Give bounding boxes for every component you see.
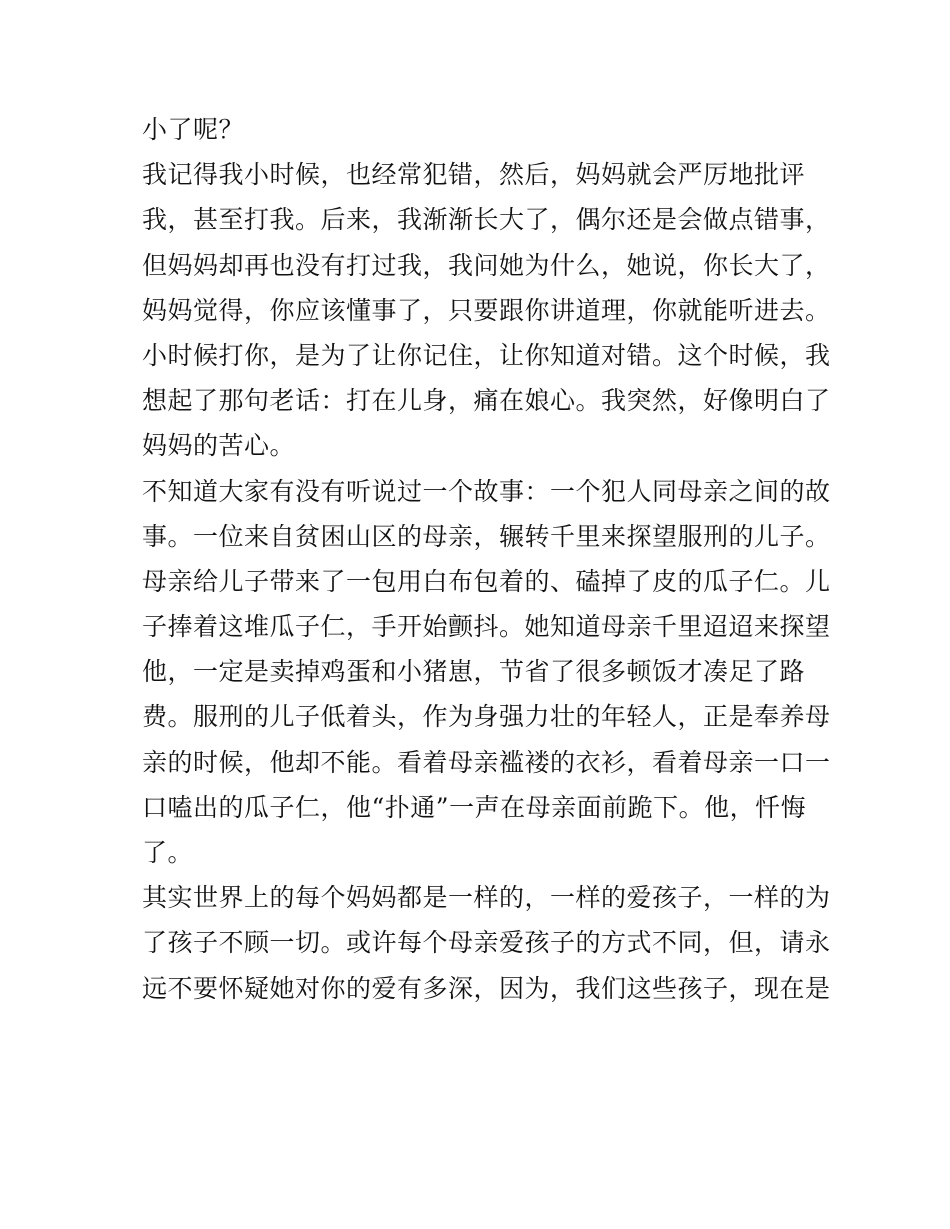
text-line: 他，一定是卖掉鸡蛋和小猪崽，节省了很多顿饭才凑足了路 xyxy=(142,657,806,687)
text-line: 妈妈觉得，你应该懂事了，只要跟你讲道理，你就能听进去。 xyxy=(142,295,831,325)
text-line: 我记得我小时候，也经常犯错，然后，妈妈就会严厉地批评 xyxy=(142,160,806,190)
body-text xyxy=(142,107,831,1011)
text-line: 我，甚至打我。后来，我渐渐长大了，偶尔还是会做点错事， xyxy=(142,205,831,235)
text-line: 子捧着这堆瓜子仁，手开始颤抖。她知道母亲千里迢迢来探望 xyxy=(142,612,831,642)
text-line: 口嗑出的瓜子仁，他“扑通”一声在母亲面前跪下。他，忏悔 xyxy=(142,792,807,822)
text-line: 其实世界上的每个妈妈都是一样的，一样的爱孩子，一样的为 xyxy=(142,883,831,913)
text-line: 亲的时候，他却不能。看着母亲褴褛的衣衫，看着母亲一口一 xyxy=(142,747,831,777)
text-line: 不知道大家有没有听说过一个故事：一个犯人同母亲之间的故 xyxy=(142,476,831,506)
text-line: 母亲给儿子带来了一包用白布包着的、磕掉了皮的瓜子仁。儿 xyxy=(142,566,831,596)
text-line: 了孩子不顾一切。或许每个母亲爱孩子的方式不同，但，请永 xyxy=(142,928,831,958)
text-line: 远不要怀疑她对你的爱有多深，因为，我们这些孩子，现在是 xyxy=(142,973,831,1003)
text-line: 但妈妈却再也没有打过我，我问她为什么，她说，你长大了， xyxy=(142,250,831,280)
text-line: 事。一位来自贫困山区的母亲，辗转千里来探望服刑的儿子。 xyxy=(142,521,831,551)
text-line: 了。 xyxy=(142,838,194,867)
text-line: 小了呢？ xyxy=(142,115,245,144)
text-line: 妈妈的苦心。 xyxy=(142,431,296,461)
text-line: 小时候打你，是为了让你记住，让你知道对错。这个时候，我 xyxy=(142,340,831,370)
text-line: 想起了那句老话：打在儿身，痛在娘心。我突然，好像明白了 xyxy=(142,386,831,416)
text-line: 费。服刑的儿子低着头，作为身强力壮的年轻人，正是奉养母 xyxy=(142,702,831,732)
